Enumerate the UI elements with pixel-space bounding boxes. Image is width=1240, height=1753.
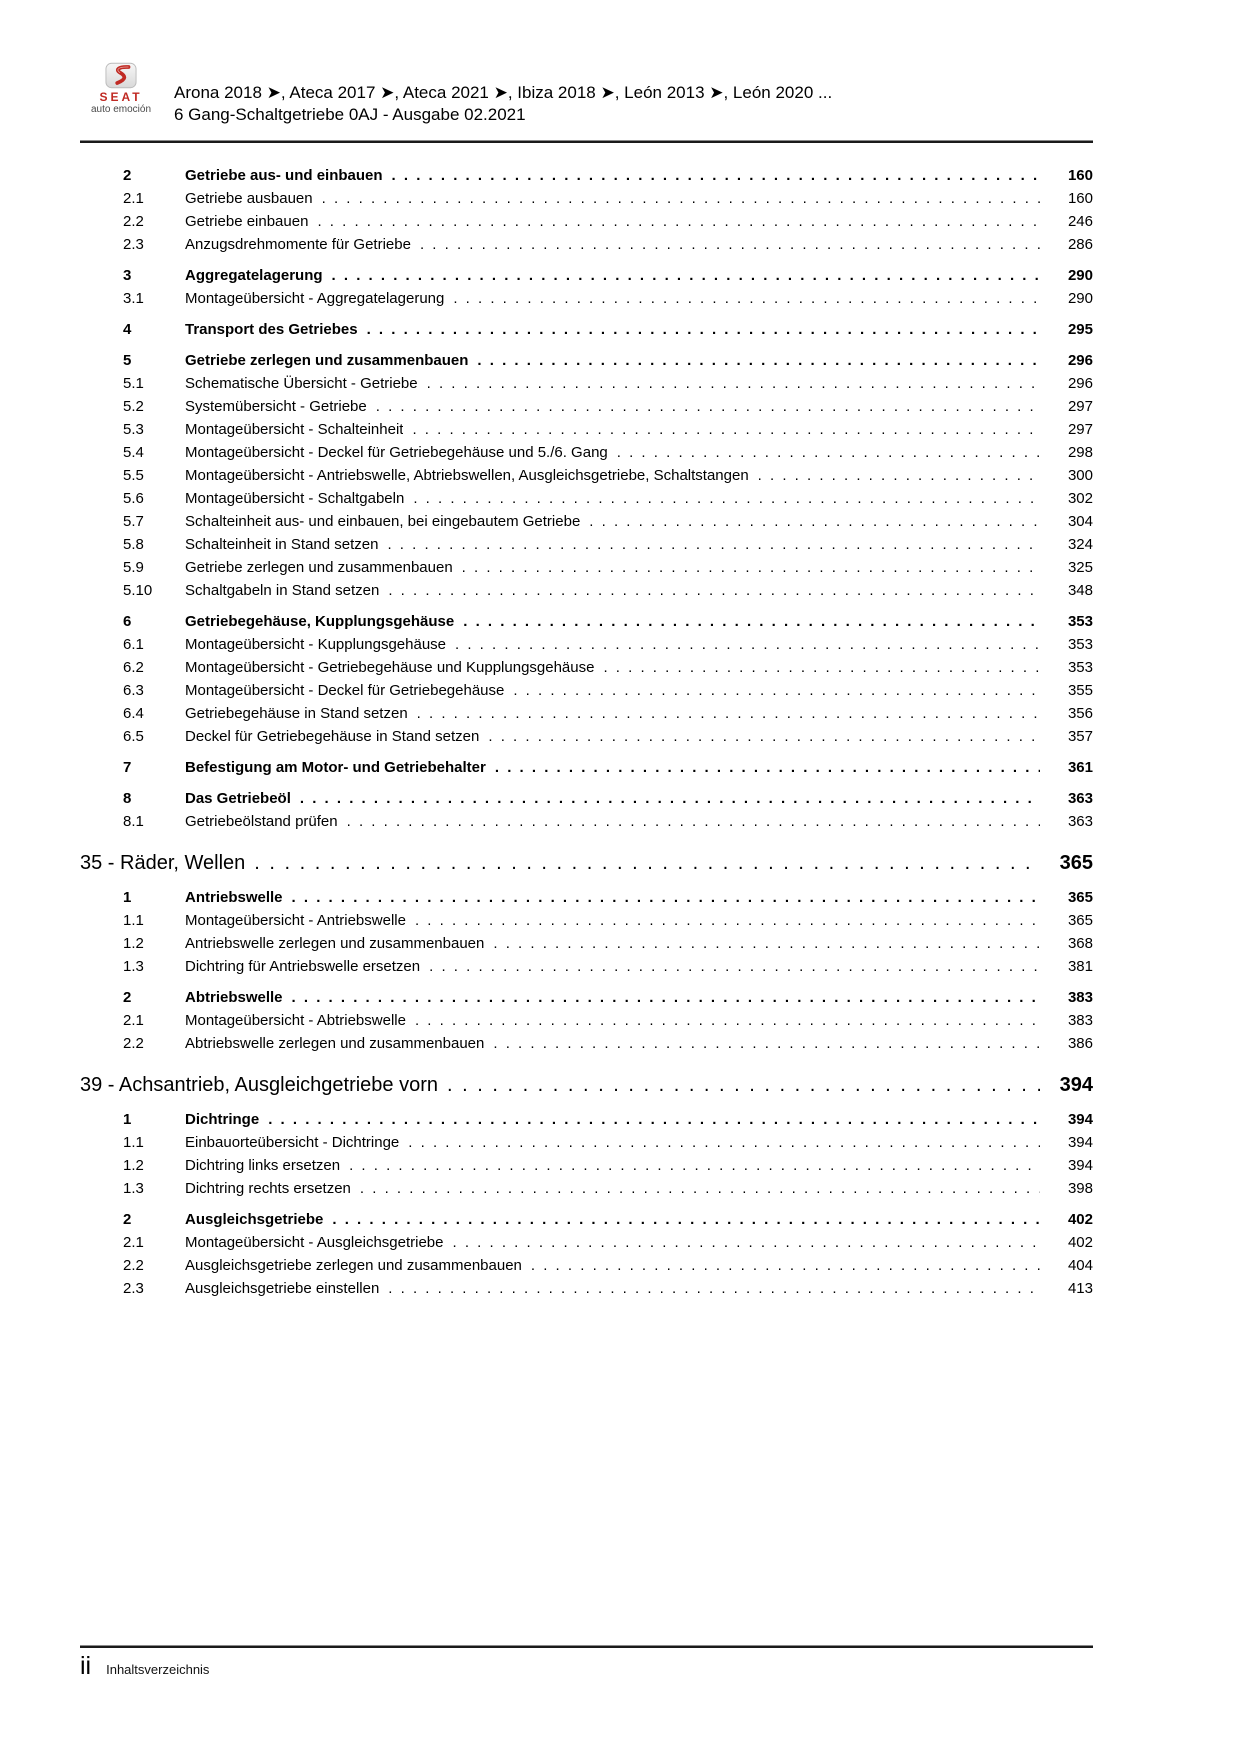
dot-leader [322, 187, 1040, 210]
toc-entry-row [80, 464, 1093, 487]
toc-entry-number: 6.2 [123, 659, 144, 676]
toc-entry-number: 5.10 [123, 582, 153, 599]
toc-entry-number: 5.2 [123, 398, 144, 415]
toc-group-heading [80, 1070, 1093, 1100]
toc-entry-number: 1.1 [123, 1134, 144, 1151]
toc-entry-title: Aggregatelagerung [185, 267, 323, 284]
toc-entry-title: Montageübersicht - Schaltgabeln [185, 490, 405, 507]
toc-entry-title: Ausgleichsgetriebe zerlegen und zusammenbauen [185, 1257, 522, 1274]
toc-entry-row [80, 349, 1093, 372]
dot-leader [413, 487, 1040, 510]
dot-leader [392, 164, 1040, 187]
dot-leader [268, 1108, 1040, 1131]
toc-entry-title: Getriebe einbauen [185, 213, 309, 230]
dot-leader [513, 679, 1040, 702]
dot-leader [420, 233, 1040, 256]
toc-entry-page: 298 [1067, 444, 1093, 461]
toc-entry-row [80, 886, 1093, 909]
toc-entry-number: 5.4 [123, 444, 144, 461]
toc-entry-page: 348 [1067, 582, 1093, 599]
dot-leader [447, 1070, 1040, 1100]
toc-entry-page: 365 [1067, 889, 1093, 906]
toc-entry-number: 1 [123, 1111, 132, 1128]
toc-entry-page: 353 [1067, 636, 1093, 653]
toc-entry-page: 290 [1067, 267, 1093, 284]
toc-entry-number: 2.1 [123, 190, 144, 207]
toc-entry-page: 296 [1067, 375, 1093, 392]
toc-entry-row [80, 233, 1093, 256]
toc-entry-row [80, 556, 1093, 579]
toc-entry-page: 246 [1067, 213, 1093, 230]
footer-divider [80, 1645, 1093, 1648]
toc-entry-number: 2.3 [123, 236, 144, 253]
toc-entry-row [80, 810, 1093, 833]
toc-entry-row [80, 1032, 1093, 1055]
toc-entry-page: 363 [1067, 790, 1093, 807]
header-title-block [174, 62, 832, 126]
toc-entry-row [80, 187, 1093, 210]
dot-leader [477, 349, 1040, 372]
toc-entry-title: Montageübersicht - Abtriebswelle [185, 1012, 406, 1029]
toc-entry-page: 365 [1067, 912, 1093, 929]
toc-entry-page: 398 [1067, 1180, 1093, 1197]
toc-entry-row [80, 510, 1093, 533]
dot-leader [453, 287, 1040, 310]
toc-entry-number: 6 [123, 613, 132, 630]
dot-leader [617, 441, 1040, 464]
toc-group-heading-page: 365 [1059, 852, 1093, 874]
toc-entry-row [80, 287, 1093, 310]
toc-entry-number: 2.1 [123, 1012, 144, 1029]
toc-entry-row [80, 756, 1093, 779]
toc-entry-title: Einbauorteübersicht - Dichtringe [185, 1134, 400, 1151]
toc-entry-page: 324 [1067, 536, 1093, 553]
toc-entry-number: 1.3 [123, 958, 144, 975]
toc-group-heading-label: 39 - Achsantrieb, Ausgleichgetriebe vorn [80, 1074, 438, 1096]
footer-section-label: Inhaltsverzeichnis [106, 1662, 210, 1677]
toc-entry-row [80, 1108, 1093, 1131]
toc-entry-page: 363 [1067, 813, 1093, 830]
toc-entry-row [80, 725, 1093, 748]
toc-entry-title: Antriebswelle zerlegen und zusammenbauen [185, 935, 485, 952]
toc-entry-row [80, 210, 1093, 233]
dot-leader [493, 932, 1040, 955]
dot-leader [493, 1032, 1040, 1055]
toc-entry-number: 5.8 [123, 536, 144, 553]
toc-entry-title: Schematische Übersicht - Getriebe [185, 375, 418, 392]
toc-entry-row [80, 1277, 1093, 1300]
toc-entry-title: Das Getriebeöl [185, 790, 291, 807]
footer-page-number: ii [80, 1652, 92, 1680]
dot-leader [417, 702, 1040, 725]
toc-entry-number: 7 [123, 759, 132, 776]
toc-entry-title: Transport des Getriebes [185, 321, 358, 338]
toc-entry-title: Montageübersicht - Kupplungsgehäuse [185, 636, 447, 653]
toc-entry-number: 4 [123, 321, 132, 338]
toc-entry-number: 5.1 [123, 375, 144, 392]
toc-entry-row [80, 787, 1093, 810]
toc-entry-page: 353 [1067, 613, 1093, 630]
toc-entry-page: 368 [1067, 935, 1093, 952]
toc-entry-title: Getriebe aus- und einbauen [185, 167, 383, 184]
dot-leader [388, 1277, 1040, 1300]
toc-entry-number: 5.3 [123, 421, 144, 438]
toc-entry-title: Montageübersicht - Schalteinheit [185, 421, 404, 438]
toc-group-heading [80, 848, 1093, 878]
toc-entry-row [80, 264, 1093, 287]
toc-entry-title: Antriebswelle [185, 889, 283, 906]
toc-entry-title: Deckel für Getriebegehäuse in Stand setzen [185, 728, 480, 745]
toc-entry-row [80, 656, 1093, 679]
toc-entry-page: 286 [1067, 236, 1093, 253]
header-divider [80, 140, 1093, 143]
toc-entry-title: Getriebegehäuse in Stand setzen [185, 705, 408, 722]
toc-entry-title: Schalteinheit in Stand setzen [185, 536, 379, 553]
dot-leader [332, 264, 1040, 287]
toc-entry-row [80, 932, 1093, 955]
toc-entry-page: 386 [1067, 1035, 1093, 1052]
toc-entry-page: 402 [1067, 1234, 1093, 1251]
page-footer [80, 1652, 209, 1680]
toc-entry-title: Abtriebswelle [185, 989, 283, 1006]
toc-entry-number: 1.2 [123, 935, 144, 952]
toc-entry-row [80, 164, 1093, 187]
seat-brand-text: SEAT [99, 90, 143, 104]
toc-entry-page: 413 [1067, 1280, 1093, 1297]
toc-entry-row [80, 418, 1093, 441]
toc-entry-row [80, 955, 1093, 978]
toc-entry-row [80, 318, 1093, 341]
dot-leader [603, 656, 1040, 679]
toc-entry-row [80, 986, 1093, 1009]
toc-entry-title: Getriebeölstand prüfen [185, 813, 338, 830]
toc-entry-number: 3 [123, 267, 132, 284]
toc-entry-number: 6.3 [123, 682, 144, 699]
toc-entry-number: 1 [123, 889, 132, 906]
toc-entry-page: 383 [1067, 1012, 1093, 1029]
seat-tagline: auto emoción [90, 104, 152, 115]
toc-entry-page: 296 [1067, 352, 1093, 369]
toc-entry-row [80, 702, 1093, 725]
toc-entry-page: 325 [1067, 559, 1093, 576]
toc-entry-number: 6.5 [123, 728, 144, 745]
toc-entry-title: Montageübersicht - Ausgleichsgetriebe [185, 1234, 444, 1251]
header-models-line: Arona 2018 ➤, Ateca 2017 ➤, Ateca 2021 ➤, Ibiza 2018 ➤, León 2013 ➤, León 2020 ... [174, 83, 833, 102]
dot-leader [292, 986, 1040, 1009]
toc-entry-page: 404 [1067, 1257, 1093, 1274]
toc-entry-page: 353 [1067, 659, 1093, 676]
toc-entry-number: 2 [123, 167, 132, 184]
toc-entry-row [80, 487, 1093, 510]
toc-entry-number: 5 [123, 352, 132, 369]
toc-entry-page: 160 [1067, 167, 1093, 184]
header-subtitle-line: 6 Gang-Schaltgetriebe 0AJ - Ausgabe 02.2021 [174, 105, 526, 124]
dot-leader [360, 1177, 1040, 1200]
toc-entry-page: 357 [1067, 728, 1093, 745]
seat-logo [82, 62, 160, 115]
toc-entry-number: 2.1 [123, 1234, 144, 1251]
toc-entry-title: Montageübersicht - Aggregatelagerung [185, 290, 445, 307]
toc-entry-number: 2.2 [123, 1035, 144, 1052]
toc-entry-title: Montageübersicht - Getriebegehäuse und Kupplungsgehäuse [185, 659, 595, 676]
toc-entry-row [80, 533, 1093, 556]
dot-leader [292, 886, 1040, 909]
toc-entry-page: 290 [1067, 290, 1093, 307]
dot-leader [332, 1208, 1040, 1231]
toc-entry-row [80, 909, 1093, 932]
toc-entry-number: 6.1 [123, 636, 144, 653]
dot-leader [388, 579, 1040, 602]
toc-entry-title: Schaltgabeln in Stand setzen [185, 582, 380, 599]
toc-entry-page: 160 [1067, 190, 1093, 207]
toc-entry-page: 355 [1067, 682, 1093, 699]
toc-entry-page: 394 [1067, 1157, 1093, 1174]
toc-entry-title: Getriebe zerlegen und zusammenbauen [185, 559, 453, 576]
toc-entry-title: Getriebegehäuse, Kupplungsgehäuse [185, 613, 455, 630]
toc-entry-title: Montageübersicht - Deckel für Getriebegehäuse [185, 682, 505, 699]
toc-entry-title: Befestigung am Motor- und Getriebehalter [185, 759, 486, 776]
toc-entry-number: 5.9 [123, 559, 144, 576]
dot-leader [254, 848, 1040, 878]
toc-entry-page: 297 [1067, 398, 1093, 415]
toc-entry-row [80, 1177, 1093, 1200]
toc-entry-row [80, 395, 1093, 418]
toc-entry-row [80, 610, 1093, 633]
toc-entry-number: 5.7 [123, 513, 144, 530]
toc-entry-number: 1.1 [123, 912, 144, 929]
toc-entry-number: 2 [123, 989, 132, 1006]
toc-entry-page: 356 [1067, 705, 1093, 722]
toc-entry-number: 8 [123, 790, 132, 807]
toc-entry-title: Dichtring rechts ersetzen [185, 1180, 351, 1197]
toc-entry-title: Systemübersicht - Getriebe [185, 398, 367, 415]
toc-entry-number: 1.3 [123, 1180, 144, 1197]
toc-entry-row [80, 1231, 1093, 1254]
toc-entry-title: Dichtringe [185, 1111, 260, 1128]
toc-entry-row [80, 441, 1093, 464]
toc-entry-page: 297 [1067, 421, 1093, 438]
toc-entry-page: 402 [1067, 1211, 1093, 1228]
dot-leader [758, 464, 1040, 487]
toc-entry-title: Ausgleichsgetriebe [185, 1211, 324, 1228]
toc-entry-row [80, 1131, 1093, 1154]
toc-entry-row [80, 679, 1093, 702]
toc-entry-page: 361 [1067, 759, 1093, 776]
dot-leader [300, 787, 1040, 810]
toc-entry-number: 8.1 [123, 813, 144, 830]
dot-leader [347, 810, 1040, 833]
toc-entry-title: Dichtring links ersetzen [185, 1157, 341, 1174]
dot-leader [453, 1231, 1041, 1254]
toc-entry-row [80, 1208, 1093, 1231]
toc-entry-title: Getriebe zerlegen und zusammenbauen [185, 352, 469, 369]
toc-entry-page: 295 [1067, 321, 1093, 338]
toc-entry-title: Montageübersicht - Antriebswelle, Abtriebswellen, Ausgleichsgetriebe, Schaltstangen [185, 467, 749, 484]
toc-entry-number: 2.2 [123, 1257, 144, 1274]
dot-leader [429, 955, 1040, 978]
toc-entry-row [80, 633, 1093, 656]
toc [80, 156, 1093, 1300]
toc-entry-title: Abtriebswelle zerlegen und zusammenbauen [185, 1035, 485, 1052]
toc-entry-page: 383 [1067, 989, 1093, 1006]
dot-leader [463, 610, 1040, 633]
dot-leader [412, 418, 1040, 441]
toc-entry-page: 302 [1067, 490, 1093, 507]
toc-entry-page: 394 [1067, 1134, 1093, 1151]
toc-entry-number: 3.1 [123, 290, 144, 307]
toc-entry-title: Schalteinheit aus- und einbauen, bei eingebautem Getriebe [185, 513, 581, 530]
dot-leader [589, 510, 1040, 533]
toc-entry-row [80, 372, 1093, 395]
toc-entry-title: Ausgleichsgetriebe einstellen [185, 1280, 380, 1297]
dot-leader [408, 1131, 1040, 1154]
toc-entry-row [80, 1154, 1093, 1177]
toc-entry-title: Dichtring für Antriebswelle ersetzen [185, 958, 421, 975]
toc-entry-number: 2.2 [123, 213, 144, 230]
toc-entry-row [80, 1254, 1093, 1277]
dot-leader [376, 395, 1040, 418]
toc-entry-title: Montageübersicht - Antriebswelle [185, 912, 406, 929]
dot-leader [488, 725, 1040, 748]
page-header [82, 62, 832, 126]
dot-leader [387, 533, 1040, 556]
toc-entry-page: 394 [1067, 1111, 1093, 1128]
toc-entry-title: Getriebe ausbauen [185, 190, 313, 207]
toc-entry-number: 6.4 [123, 705, 144, 722]
dot-leader [317, 210, 1040, 233]
toc-entry-page: 381 [1067, 958, 1093, 975]
toc-entry-number: 2 [123, 1211, 132, 1228]
toc-entry-row [80, 579, 1093, 602]
toc-entry-page: 300 [1067, 467, 1093, 484]
dot-leader [462, 556, 1040, 579]
toc-entry-number: 5.5 [123, 467, 144, 484]
toc-entry-number: 2.3 [123, 1280, 144, 1297]
dot-leader [349, 1154, 1040, 1177]
dot-leader [415, 1009, 1040, 1032]
seat-s-logo-icon [105, 62, 137, 89]
toc-entry-number: 5.6 [123, 490, 144, 507]
dot-leader [427, 372, 1040, 395]
toc-entry-number: 1.2 [123, 1157, 144, 1174]
toc-group-heading-label: 35 - Räder, Wellen [80, 852, 246, 874]
toc-group-heading-page: 394 [1059, 1074, 1093, 1096]
dot-leader [367, 318, 1040, 341]
toc-entry-page: 304 [1067, 513, 1093, 530]
toc-entry-row [80, 1009, 1093, 1032]
dot-leader [531, 1254, 1040, 1277]
dot-leader [495, 756, 1040, 779]
dot-leader [415, 909, 1040, 932]
dot-leader [455, 633, 1040, 656]
toc-entry-title: Anzugsdrehmomente für Getriebe [185, 236, 411, 253]
toc-entry-title: Montageübersicht - Deckel für Getriebegehäuse und 5./6. Gang [185, 444, 608, 461]
